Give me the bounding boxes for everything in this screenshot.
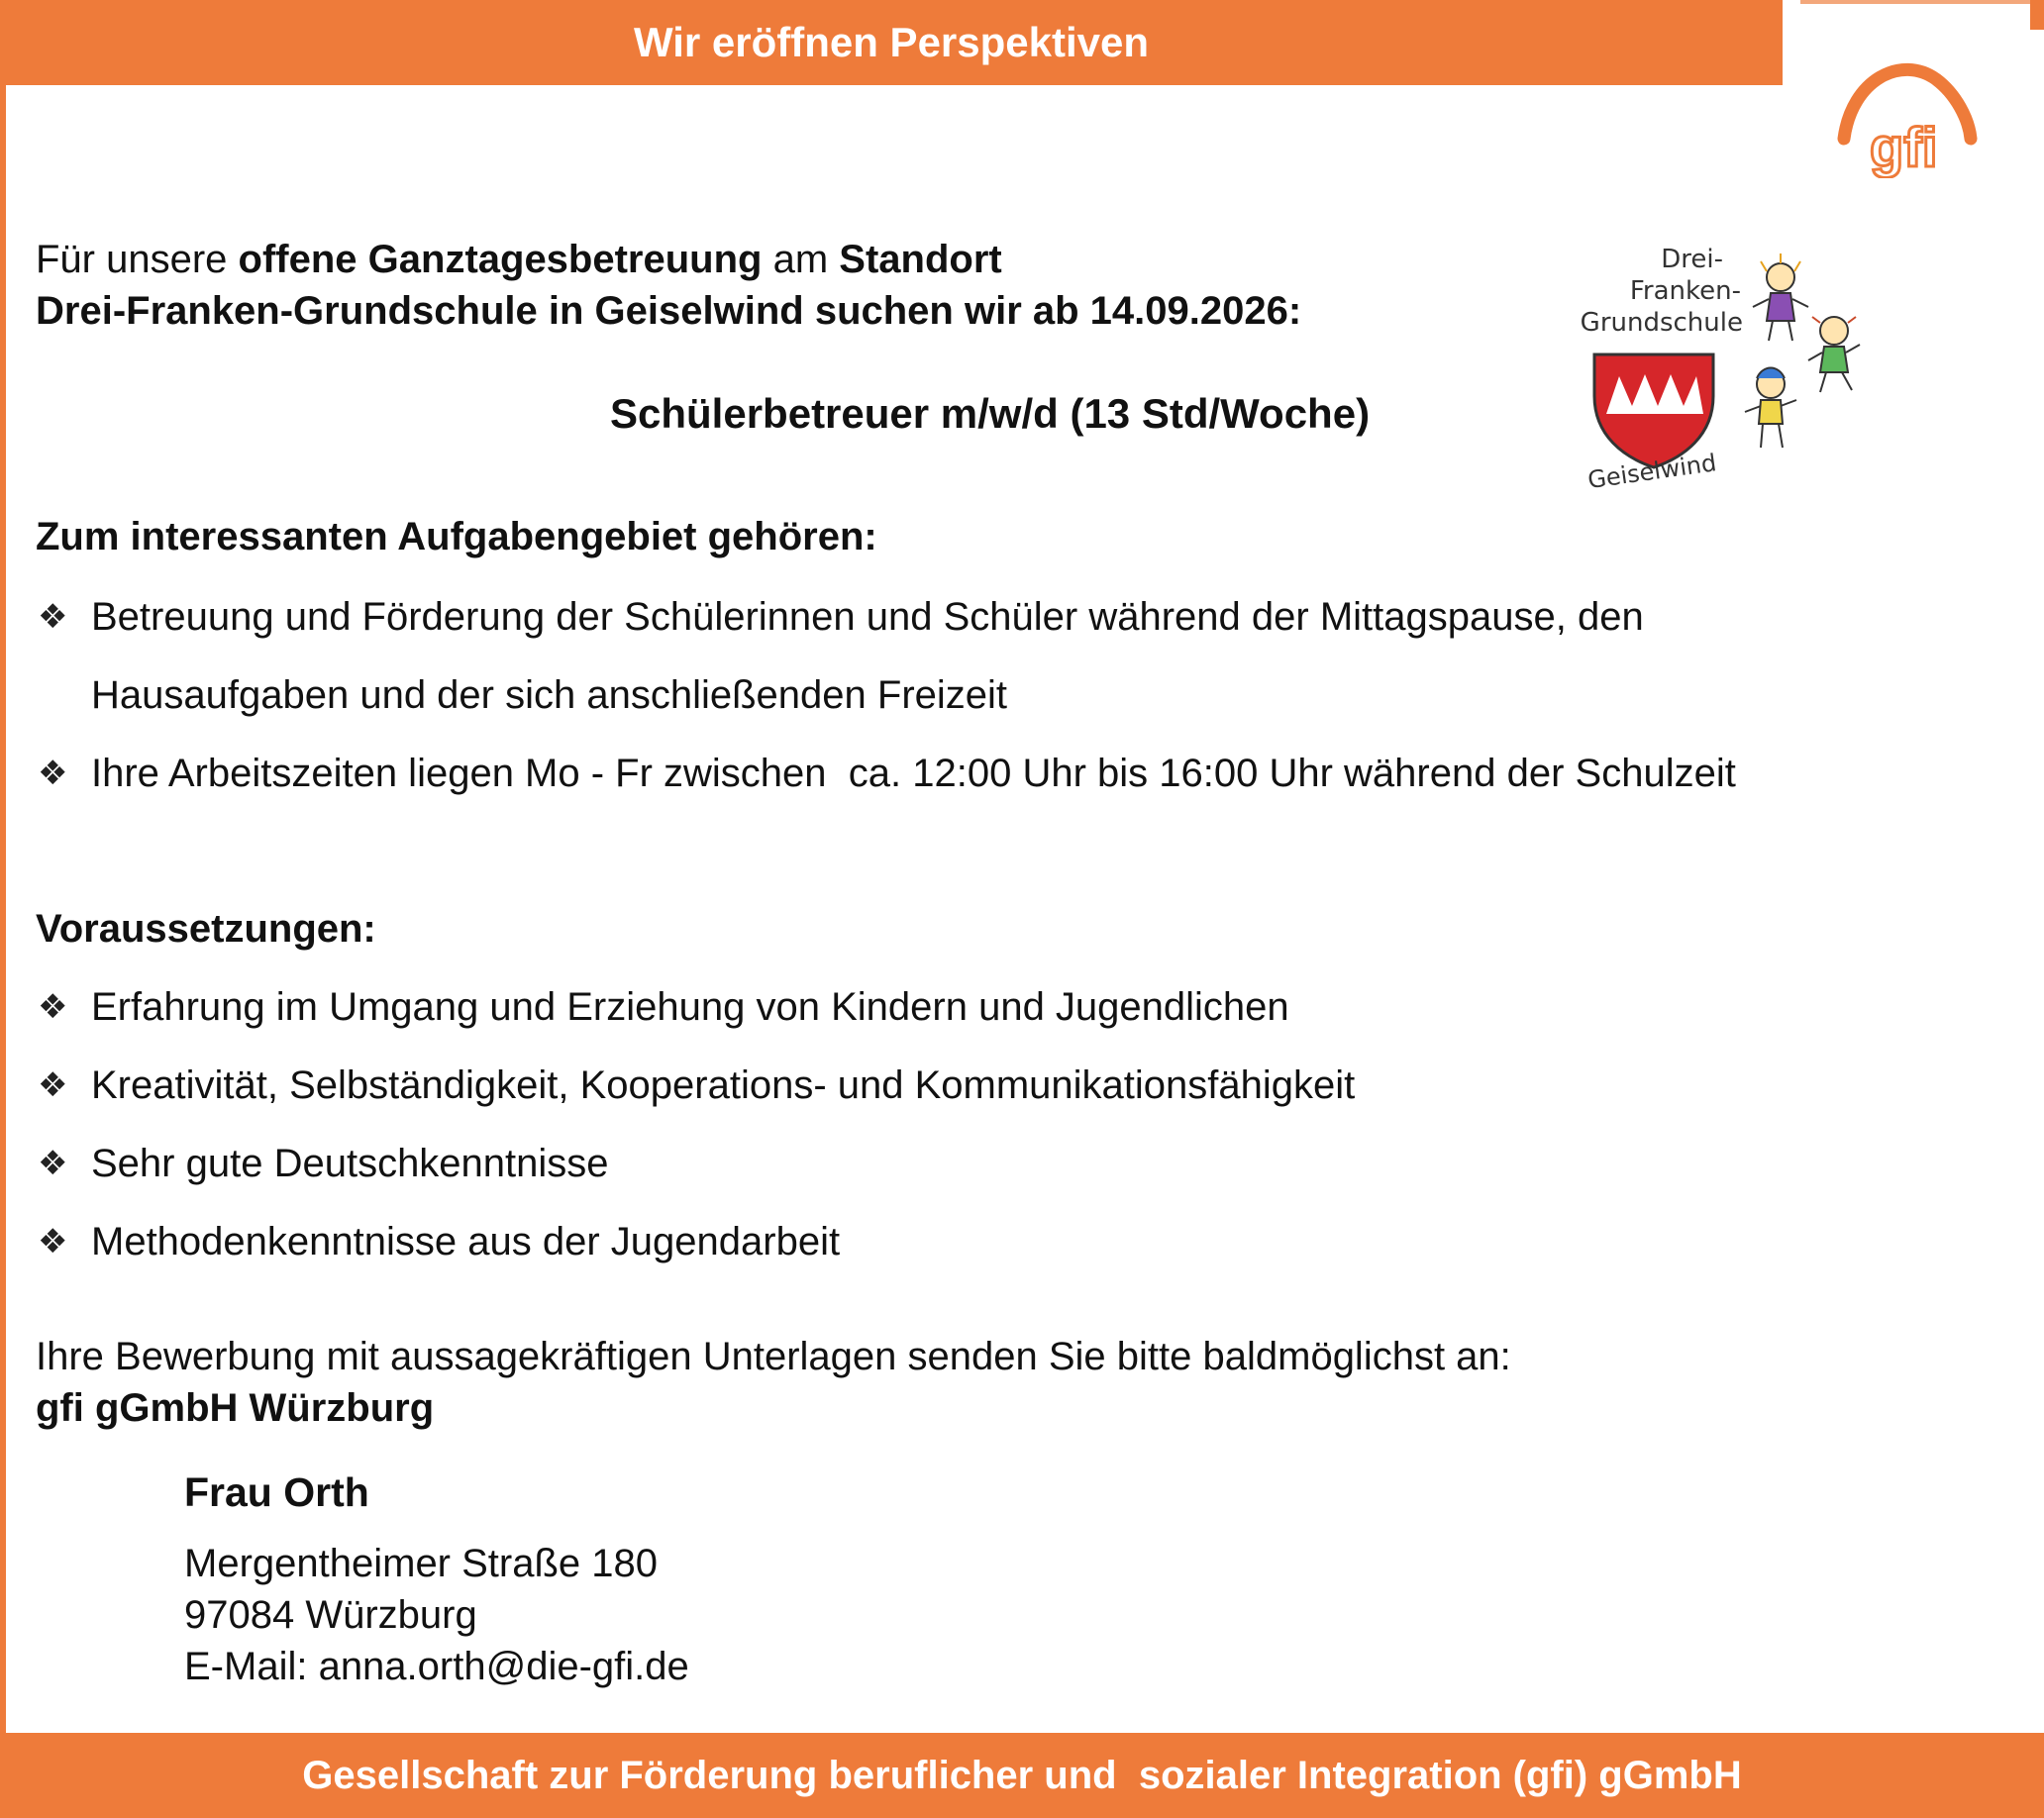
job-title: Schülerbetreuer m/w/d (13 Std/Woche) — [610, 390, 1371, 437]
left-frame-line — [0, 0, 6, 1818]
contact-city: 97084 Würzburg — [184, 1593, 477, 1637]
task-2-text: Ihre Arbeitszeiten liegen Mo - Fr zwischen ca. 12:00 Uhr bis 16:00 Uhr während der Schulzeit — [91, 752, 1736, 795]
requirement-3: Sehr gute Deutschkenntnisse — [91, 1142, 609, 1185]
contact-email[interactable]: E-Mail: anna.orth@die-gfi.de — [184, 1645, 689, 1688]
intro-text — [36, 234, 1301, 337]
school-logo-place: Geiselwind — [1585, 449, 1718, 495]
school-logo-line3: Grundschule — [1580, 308, 1743, 338]
tasks-list — [36, 578, 2014, 813]
footer-text: Gesellschaft zur Förderung beruflicher und sozialer Integration (gfi) gGmbH — [302, 1754, 1742, 1797]
contact-name: Frau Orth — [184, 1469, 369, 1515]
school-logo-line1: Drei- — [1661, 245, 1723, 274]
list-item — [36, 968, 2014, 1047]
diamond-bullet-icon: ❖ — [38, 598, 68, 636]
list-item — [36, 1203, 2014, 1281]
intro-line-1 — [36, 234, 1301, 285]
application-text: Ihre Bewerbung mit aussagekräftigen Unterlagen senden Sie bitte baldmöglichst an: — [36, 1335, 1511, 1378]
list-item — [36, 578, 2014, 735]
intro-part-2: am — [762, 238, 840, 281]
application-block — [36, 1331, 1511, 1434]
diamond-bullet-icon: ❖ — [38, 1145, 68, 1182]
requirement-1: Erfahrung im Umgang und Erziehung von Kindern und Jugendlichen — [91, 985, 1289, 1029]
task-1-line-1: Betreuung und Förderung der Schülerinnen und Schüler während der Mittagspause, den — [91, 595, 1644, 639]
footer-bar — [0, 1733, 2044, 1818]
corner-accent-line — [1800, 0, 2044, 4]
diamond-bullet-icon: ❖ — [38, 988, 68, 1026]
school-logo-line2: Franken- — [1629, 276, 1741, 306]
list-item — [36, 1047, 2014, 1125]
diamond-bullet-icon: ❖ — [38, 1066, 68, 1104]
intro-line-2 — [36, 285, 1301, 337]
requirements-list — [36, 968, 2014, 1281]
intro-bold-2: Standort — [839, 238, 1002, 281]
requirement-2: Kreativität, Selbständigkeit, Kooperations- und Kommunikationsfähigkeit — [91, 1063, 1356, 1107]
contact-street: Mergentheimer Straße 180 — [184, 1542, 659, 1585]
application-org: gfi gGmbH Würzburg — [36, 1386, 435, 1430]
list-item — [36, 1125, 2014, 1203]
task-1-line-2: Hausaufgaben und der sich anschließenden Freizeit — [91, 673, 1008, 717]
intro-bold-3: Drei-Franken-Grundschule in Geiselwind suchen wir ab 14.09.2026: — [36, 289, 1302, 333]
diamond-bullet-icon: ❖ — [38, 1223, 68, 1261]
requirements-heading: Voraussetzungen: — [36, 907, 376, 951]
tasks-heading: Zum interessanten Aufgabengebiet gehören: — [36, 515, 877, 558]
intro-bold-1: offene Ganztagesbetreuung — [238, 238, 763, 281]
header-tagline: Wir eröffnen Perspektiven — [633, 19, 1150, 65]
children-drawing-icon — [1745, 253, 1860, 448]
intro-part-1: Für unsere — [36, 238, 239, 281]
gfi-logo — [1832, 50, 1981, 178]
gfi-logo-text: gfi — [1870, 116, 1938, 178]
corner-accent-mark — [2030, 0, 2044, 30]
school-logo — [1565, 238, 1872, 495]
contact-block — [184, 1469, 689, 1692]
diamond-bullet-icon: ❖ — [38, 755, 68, 792]
header-bar — [0, 0, 1783, 85]
requirement-4: Methodenkenntnisse aus der Jugendarbeit — [91, 1220, 841, 1263]
list-item — [36, 735, 2014, 813]
